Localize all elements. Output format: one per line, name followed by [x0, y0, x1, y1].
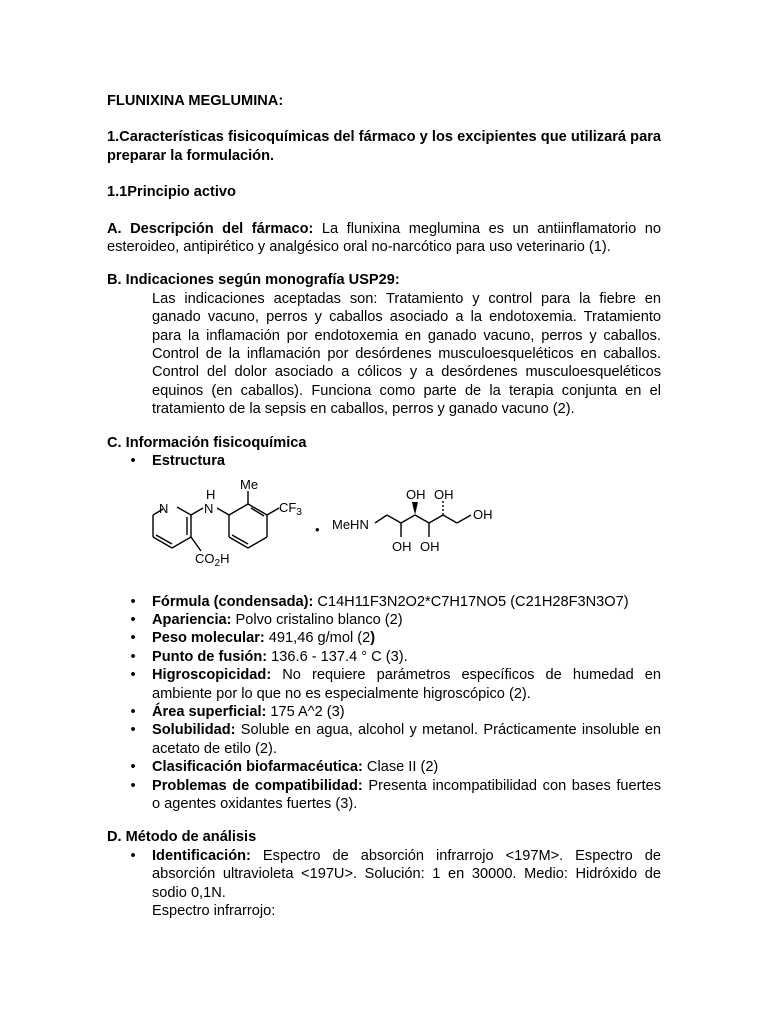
bullet-dot: •: [130, 759, 136, 776]
bullet-dot: •: [130, 611, 136, 628]
bullet-dot: •: [130, 722, 136, 739]
hydroxyl-label-2: OH: [434, 486, 454, 502]
item-label: Punto de fusión:: [152, 648, 268, 665]
item-label: Área superficial:: [152, 703, 267, 720]
item-text: 491,46 g/mol (2: [264, 630, 371, 647]
item-label: Problemas de compatibilidad:: [152, 777, 363, 794]
item-text: C14H11F3N2O2*C7H17NO5 (C21H28F3N3O7): [313, 593, 629, 610]
section-c-heading: C. Información fisicoquímica: [107, 434, 307, 451]
hydroxyl-label-1: OH: [406, 486, 426, 502]
structure-bullet: [107, 452, 661, 470]
item-label: Clasificación biofarmacéutica:: [152, 759, 363, 776]
list-item: [107, 611, 661, 629]
bullet-dot: •: [130, 453, 136, 470]
identification-label: Identificación:: [152, 847, 251, 864]
structure-label: Estructura: [152, 453, 225, 470]
item-text: Soluble en agua, alcohol y metanol. Prácticamente insoluble en acetato de etilo (2).: [152, 722, 661, 757]
list-item: [107, 758, 661, 776]
section-b-heading: B. Indicaciones según monografía USP29:: [107, 272, 400, 289]
section-b-text: Las indicaciones aceptadas son: Tratamiento y control para la fiebre en ganado vacuno, perros y caballos asociado a la endotoxemia. Tratamiento para la inflamación por endotoxemia en ganado vacuno, perros y caballos. Control de la inflamación por desórdenes musculoesqueléticos en caballos. Control del dolor asociado a cólicos y a desórdenes musculoesqueléticos equinos (en caballos). Funciona como parte de la terapia conjunta en el tratamiento de la sepsis en caballos, perros y ganado vacuno (2).: [152, 290, 661, 418]
list-item: [107, 593, 661, 611]
list-item: [107, 666, 661, 703]
document-title: FLUNIXINA MEGLUMINA:: [107, 93, 284, 109]
methylamino-label: MeHN: [332, 516, 369, 532]
item-label: Higroscopicidad:: [152, 667, 272, 684]
item-label: Solubilidad:: [152, 722, 236, 739]
bullet-dot: •: [130, 648, 136, 665]
chemical-structure: [107, 479, 661, 589]
item-text: 136.6 - 137.4 ° C (3).: [267, 648, 408, 665]
list-item: [107, 648, 661, 666]
item-text: Presenta incompatibilidad con bases fuertes o agentes oxidantes fuertes (3).: [152, 777, 661, 812]
item-text: 175 A^2 (3): [266, 703, 345, 720]
amine-nitrogen-label: N: [204, 500, 214, 516]
physicochemical-list: [107, 593, 661, 814]
bullet-dot: •: [130, 703, 136, 720]
ring-nitrogen-label: N: [159, 500, 169, 516]
item-text-tail: ): [370, 630, 376, 647]
hydroxyl-label-5: OH: [420, 538, 440, 554]
bullet-dot: •: [130, 847, 136, 864]
item-text: No requiere parámetros específicos de humedad en ambiente por lo que no es especialmente higroscópico (2).: [152, 667, 661, 702]
hydroxyl-label-3: OH: [473, 506, 493, 522]
section-a-text: La flunixina meglumina es un antiinflamatorio no esteroideo, antipirético y analgésico oral no-narcótico para uso veterinario (1).: [107, 220, 661, 256]
amine-hydrogen-label: H: [206, 486, 216, 502]
identification-bullet: [107, 847, 661, 921]
list-item: [107, 703, 661, 721]
trifluoromethyl-label: $CF_3$: [279, 499, 302, 518]
bullet-dot: •: [130, 593, 136, 610]
bullet-dot: •: [130, 630, 136, 647]
subsection-1-1-heading: 1.1Principio activo: [107, 184, 236, 201]
bullet-dot: •: [130, 777, 136, 794]
salt-dot: •: [315, 521, 320, 537]
document-content: [107, 92, 661, 920]
methyl-label: Me: [240, 478, 259, 492]
item-text: Clase II (2): [362, 759, 439, 776]
item-label: Fórmula (condensada):: [152, 593, 314, 610]
section-1-heading: 1.Características fisicoquímicas del fármaco y los excipientes que utilizará para preparar la formulación.: [107, 129, 661, 164]
list-item: [107, 721, 661, 758]
section-d-heading: D. Método de análisis: [107, 829, 257, 846]
identification-text: Espectro de absorción infrarrojo <197M>. Espectro de absorción ultravioleta <197U>. Solución: 1 en 30000. Medio: Hidróxido de sodio 0,1N.: [152, 847, 661, 901]
carboxyl-label: $CO_2H$: [195, 550, 230, 569]
list-item: [107, 777, 661, 814]
item-label: Apariencia:: [152, 611, 232, 628]
item-label: Peso molecular:: [152, 630, 265, 647]
list-item: [107, 629, 661, 647]
infrared-spectrum-label: Espectro infrarrojo:: [152, 903, 276, 919]
hydroxyl-label-4: OH: [392, 538, 412, 554]
flunixin-meglumine-structure: [137, 479, 537, 587]
item-text: Polvo cristalino blanco (2): [231, 611, 403, 628]
section-a-label: A. Descripción del fármaco:: [107, 220, 314, 237]
bullet-dot: •: [130, 667, 136, 684]
section-a-paragraph: [107, 220, 661, 257]
